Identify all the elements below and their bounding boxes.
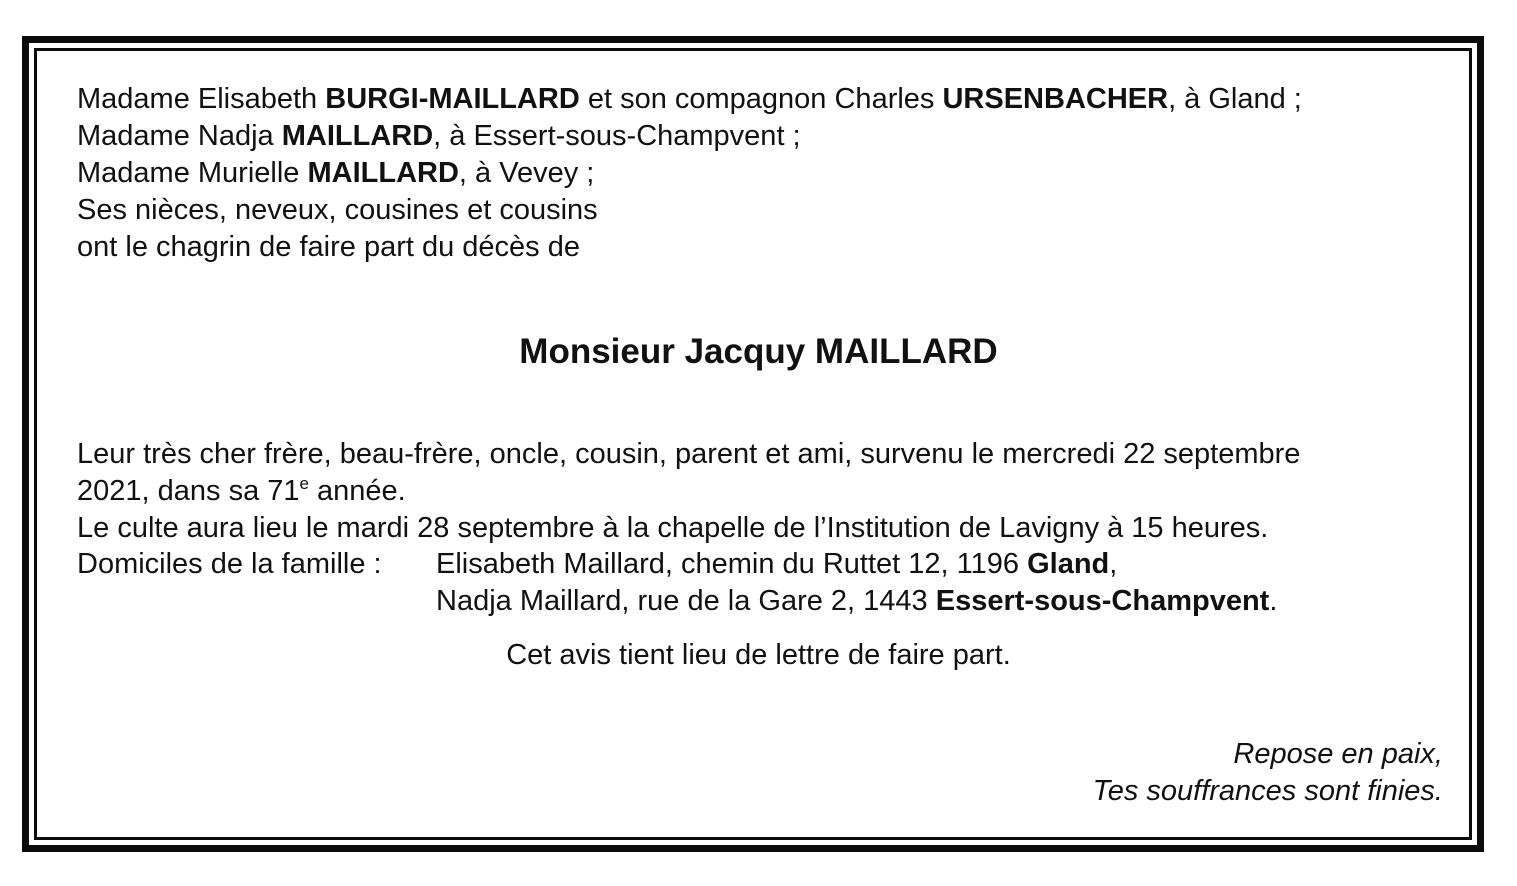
closing-verse (1093, 736, 1443, 810)
announcement-body (77, 436, 1300, 547)
family-line-4: Ses nièces, neveux, cousines et cousins (77, 194, 598, 226)
addresses-list (436, 546, 1277, 620)
addresses-label: Domiciles de la famille : (77, 548, 382, 580)
family-list (77, 81, 1302, 266)
family-line-3: Madame Murielle MAILLARD, à Vevey ; (77, 157, 595, 189)
body-line-3: Le culte aura lieu le mardi 28 septembre à la chapelle de l’Institution de Lavigny à 15 heures. (77, 512, 1269, 544)
closing-line-1: Repose en paix, (1233, 738, 1443, 770)
body-line-1: Leur très cher frère, beau-frère, oncle, cousin, parent et ami, survenu le mercredi 22 septembre (77, 438, 1301, 470)
family-line-2: Madame Nadja MAILLARD, à Essert-sous-Champvent ; (77, 120, 801, 152)
address-1: Elisabeth Maillard, chemin du Ruttet 12, 1196 Gland, (436, 548, 1118, 580)
closing-line-2: Tes souffrances sont finies. (1092, 775, 1443, 807)
address-2: Nadja Maillard, rue de la Gare 2, 1443 Essert-sous-Champvent. (436, 585, 1278, 617)
body-line-2: 2021, dans sa 71e année. (77, 474, 406, 507)
deceased-name: Monsieur Jacquy MAILLARD (519, 332, 998, 371)
family-line-1: Madame Elisabeth BURGI-MAILLARD et son compagnon Charles URSENBACHER, à Gland ; (77, 83, 1302, 115)
family-line-5: ont le chagrin de faire part du décès de (77, 231, 580, 263)
notice-line: Cet avis tient lieu de lettre de faire part. (506, 639, 1011, 671)
